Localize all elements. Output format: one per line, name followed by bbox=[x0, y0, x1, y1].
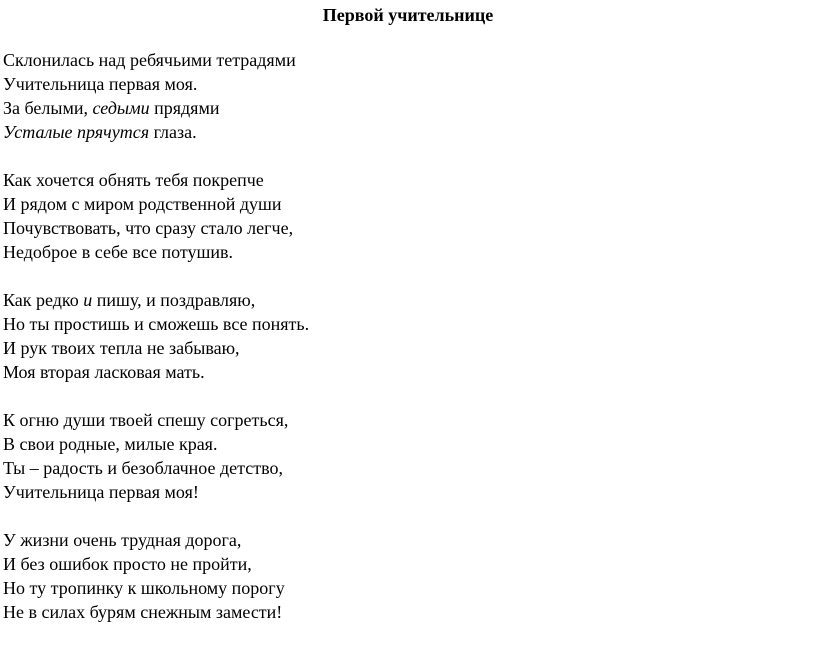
poem-line bbox=[3, 120, 309, 144]
stanza bbox=[3, 48, 309, 144]
italic-word: Усталые прячутся bbox=[3, 122, 150, 142]
poem-line: Не в силах бурям снежным замести! bbox=[3, 602, 283, 622]
line-segment: Как редко bbox=[3, 290, 84, 310]
poem-line: Недоброе в себе все потушив. bbox=[3, 242, 233, 262]
line-segment: пишу, и поздравляю, bbox=[92, 290, 256, 310]
stanza bbox=[3, 528, 309, 624]
line-segment: прядями bbox=[149, 98, 220, 118]
italic-word: и bbox=[83, 290, 93, 310]
poem-line: Учительница первая моя! bbox=[3, 482, 199, 502]
poem-line: Ты – радость и безоблачное детство, bbox=[3, 458, 283, 478]
poem-line: Моя вторая ласковая мать. bbox=[3, 362, 205, 382]
poem-line bbox=[3, 96, 309, 120]
poem-line: И без ошибок просто не пройти, bbox=[3, 554, 252, 574]
poem-line: У жизни очень трудная дорога, bbox=[3, 530, 242, 550]
poem-line: Но ты простишь и сможешь все понять. bbox=[3, 314, 310, 334]
poem-line: Но ту тропинку к школьному порогу bbox=[3, 578, 285, 598]
poem-title: Первой учительнице bbox=[322, 5, 494, 25]
poem-line: Склонилась над ребячьими тетрадями bbox=[3, 50, 296, 70]
poem-line: И рядом с миром родственной души bbox=[3, 194, 282, 214]
line-segment: За белыми, bbox=[3, 98, 93, 118]
italic-word: седыми bbox=[92, 98, 150, 118]
poem-line bbox=[3, 288, 309, 312]
poem-line: К огню души твоей спешу согреться, bbox=[3, 410, 289, 430]
poem-line: Как хочется обнять тебя покрепче bbox=[3, 170, 264, 190]
poem-line: В свои родные, милые края. bbox=[3, 434, 218, 454]
poem-line: Учительница первая моя. bbox=[3, 74, 198, 94]
stanza bbox=[3, 408, 309, 504]
poem-line: Почувствовать, что сразу стало легче, bbox=[3, 218, 294, 238]
stanza bbox=[3, 288, 309, 384]
stanza bbox=[3, 168, 309, 264]
poem-line: И рук твоих тепла не забываю, bbox=[3, 338, 240, 358]
line-segment: глаза. bbox=[149, 122, 197, 142]
poem-body bbox=[3, 48, 309, 648]
